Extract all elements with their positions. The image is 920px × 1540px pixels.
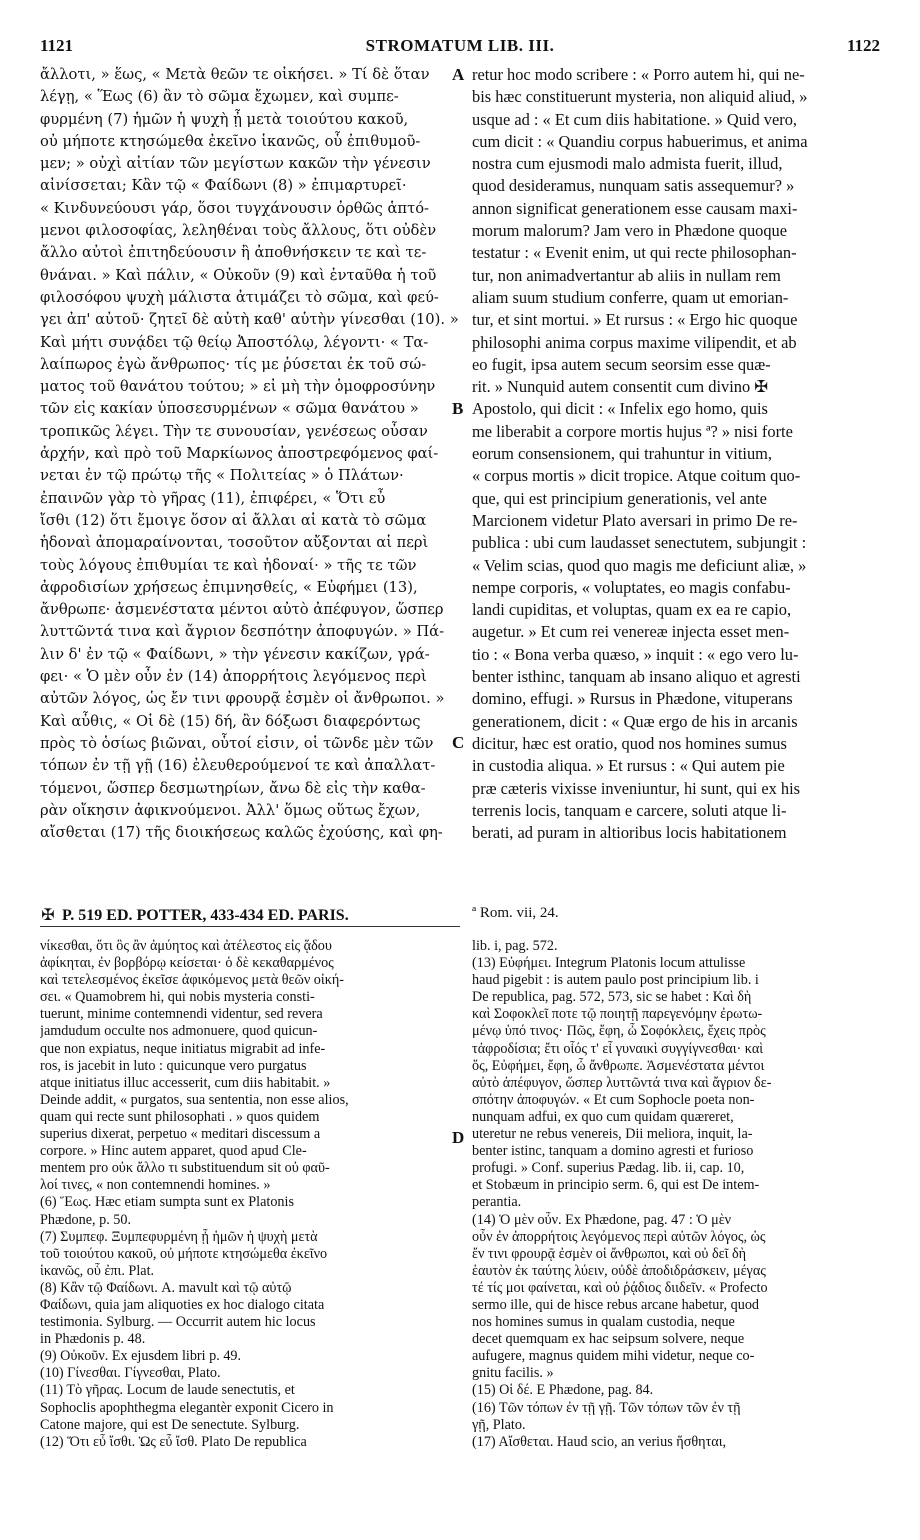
greek-text-line: θνάναι. » Καὶ πάλιν, « Οὐκοῦν (9) καὶ ἐνταῦθα ἡ τοῦ [40,266,437,284]
note-line: quam qui recte sunt philosophati . » quos quidem [40,1108,320,1125]
note-line: (7) Συμπεφ. Ξυμπεφυρμένη ᾖ ἡμῶν ἡ ψυχὴ μετὰ [40,1228,318,1245]
note-line: Catone majore, qui est De senectute. Sylburg. [40,1416,300,1433]
note-line: ros, is jacebit in luto : quicunque vero purgatus [40,1057,307,1074]
latin-text-line: Marcionem videtur Plato aversari in primo De re- [472,510,798,530]
note-line: (11) Τὸ γῆρας. Locum de laude senectutis, et [40,1382,295,1399]
latin-text-line: retur hoc modo scribere : « Porro autem hi, qui ne- [472,65,805,84]
note-line: nos homines sumus in qualam custodia, neque [472,1314,735,1331]
greek-text-line: ἴσθι (12) ὅτι ἔμοιγε ὅσον αἱ ἄλλαι αἱ κατὰ τὸ σῶμα [40,511,427,529]
note-line: nunquam adfui, ex quo cum quidam quæreret, [472,1108,734,1125]
note-line: (12) Ὅτι εὖ ἴσθι. Ὡς εὖ ἴσθ. Plato De republica [40,1433,307,1450]
latin-text-line: præ cæteris vixisse inveniuntur, hi sunt, qui ex his [472,778,801,798]
edition-reference-line [40,905,460,925]
greek-text-line: λαίπωρος ἐγὼ ἄνθρωπος· τίς με ῥύσεται ἐκ τοῦ σώ- [40,355,427,373]
latin-text-line: aliam suum studium conferre, quam ut emorian- [472,287,789,307]
note-line: (15) Οἱ δέ. E Phædone, pag. 84. [472,1382,654,1399]
note-line: (10) Γίνεσθαι. Γίγνεσθαι, Plato. [40,1365,221,1382]
note-line: αὐτὸ ἀπέφυγον, ὥσπερ λυττῶντά τινα καὶ ἄγριον δε- [472,1074,772,1091]
latin-text-line: « Velim scias, quod quo magis me deficiunt aliæ, » [472,555,807,575]
note-line: (14) Ὁ μὲν οὖν. Ex Phædone, pag. 47 : Ὁ μὲν [472,1211,732,1228]
latin-text-line: nempe corporis, « voluptates, eo magis confabu- [472,577,791,597]
note-line: ἀφίκηται, ἐν βορβόρῳ κείσεται· ὁ δὲ κεκαθαρμένος [40,955,334,972]
latin-text-line: morum malorum? Jam vero in Phædone quoque [472,221,788,241]
latin-text-line: bis hæc constituerunt mysteria, non aliquid aliud, » [472,87,808,107]
note-line: ἑαυτὸν ἐκ ταύτης λύειν, οὐδὲ ἀποδιδράσκειν, μέγας [472,1262,766,1279]
note-line: ἱκανῶς, οὗ ἐπι. Plat. [40,1262,155,1279]
greek-text-line: μενοι φιλοσοφίας, λεληθέναι τοὺς ἄλλους, ὅτι οὐδὲν [40,222,437,240]
greek-text-line: λυττῶντά τινα καὶ ἄγριον δεσπότην ἀποφυγών. » Πά- [40,623,445,641]
note-line: νίκεσθαι, ὅτι ὃς ἂν ἀμύητος καὶ ἀτέλεστος εἰς ᾅδου [40,938,332,954]
greek-text-line: αἰνίσσεται; Κἂν τῷ « Φαίδωνι (8) » ἐπιμαρτυρεῖ· [40,177,407,195]
note-line: καὶ τετελεσμένος ἐκεῖσε ἀφικόμενος μετὰ θεῶν οἰκή- [40,972,345,989]
greek-text-line: οὐ μήποτε κτησώμεθα ἐκεῖνο ἱκανῶς, οὗ ἐπιθυμοῦ- [40,132,421,150]
latin-text-line: terrenis locis, tanquam e carcere, soluti atque li- [472,800,787,820]
latin-text-line: eorum consensionem, qui trahuntur in vitium, [472,444,772,464]
latin-text-line: domino, effugi. » Rursus in Phædone, vituperans [472,689,793,709]
greek-text-line: φυρμένη (7) ἡμῶν ἡ ψυχὴ ᾖ μετὰ τοιούτου κακοῦ, [40,110,409,128]
scripture-footnote: ª Rom. vii, 24. [472,905,559,921]
note-line: τἀφροδίσια; ἔτι οἷός τ' εἶ γυναικὶ συγγίγνεσθαι· καὶ [472,1040,764,1057]
note-line: jamdudum occulte nos admonuere, quod quicun- [40,1023,318,1040]
greek-text-line: φιλοσόφου ψυχὴ μάλιστα ἀτιμάζει τὸ σῶμα, καὶ φεύ- [40,288,439,306]
greek-text-line: τοὺς λόγους ἐπιθυμίαι τε καὶ ἡδοναί· » τῆς τε τῶν [40,556,417,574]
greek-text-line: Καὶ αὖθις, « Οἱ δὲ (15) δή, ἂν δόξωσι διαφερόντως [40,712,421,730]
greek-text-line: τόμενοι, ὥσπερ δεσμωτηρίων, ἄνω δὲ εἰς τὴν καθα- [40,779,426,797]
note-line: profugi. » Conf. superius Pædag. lib. ii, cap. 10, [472,1160,745,1177]
notes-left-column [40,938,465,1451]
note-line: ἔν τινι φρουρᾷ ἐσμὲν οἱ ἄνθρωποι, καὶ οὐ δεῖ δὴ [472,1245,747,1262]
latin-text-line: dicitur, hæc est oratio, quod nos homines sumus [472,733,787,753]
running-title: STROMATUM LIB. III. [365,36,555,55]
greek-text-line: ἐπαινῶν γὰρ τὸ γῆρας (11), ἐπιφέρει, « Ὅτι εὖ [40,489,386,507]
greek-text-line: φει· « Ὁ μὲν οὖν ἐν (14) ἀπορρήτοις λεγόμενος περὶ [40,668,427,686]
greek-text-line: τροπικῶς λέγει. Τὴν τε συνουσίαν, γενέσεως οὖσαν [40,422,428,440]
notes-right-column [472,938,886,1451]
greek-text-line: ἄλλοτι, » ἕως, « Μετὰ θεῶν τε οἰκήσει. » Τί δὲ ὅταν [40,66,430,83]
note-line: que non expiatus, neque initiatus migrabit ad infe- [40,1040,326,1057]
greek-text-line: αὐτῶν λόγος, ὡς ἔν τινι φρουρᾷ ἐσμὲν οἱ ἄνθρωποι. » [40,690,445,708]
latin-text-line: eo fugit, ipsa autem secum seorsim esse quæ- [472,354,771,374]
latin-text-line: tur, et sint mortui. » Et rursus : « Ergo hic quoque [472,310,798,330]
margin-letter-a: A [452,65,465,84]
latin-text-line: rit. » Nunquid autem consentit cum divino ✠ [472,377,768,397]
latin-text-line: landi cupiditas, et voluptas, quam ex ea re capio, [472,600,792,620]
note-line: De republica, pag. 572, 573, sic se habet : Καὶ δὴ [472,989,752,1006]
latin-text-line: usque ad : « Et cum diis habitatione. » Quid vero, [472,109,798,129]
note-line: et Stobæum in principio serm. 6, qui est De intem- [472,1177,760,1194]
greek-text-line: τόπων ἐν τῇ γῇ (16) ἐλευθερούμενοί τε καὶ ἀπαλλατ- [40,757,436,775]
latin-text-line: annon significat generationem esse causam maxi- [472,198,798,218]
greek-text-line: « Κινδυνεύουσι γάρ, ὅσοι τυγχάνουσιν ὀρθῶς ἁπτό- [40,199,430,217]
greek-text-line: ἡδοναὶ ἀπομαραίνονται, τοσοῦτον αὔξονται αἱ περὶ [40,534,429,552]
margin-letter-d: D [452,1128,465,1147]
greek-text-line: νεται ἐν τῷ πρώτῳ τῆς « Πολιτείας » ὁ Πλάτων· [40,467,404,485]
latin-text-line: berati, ad puram in altioribus locis habitationem [472,823,787,843]
latin-text-line: augetur. » Et cum rei venereæ injecta esset men- [472,622,790,642]
latin-text-line: Apostolo, qui dicit : « Infelix ego homo, quis [472,399,768,419]
latin-text-line: philosophi anima corpus maxime vilipendit, et ab [472,332,797,352]
note-line: Phædone, p. 50. [40,1211,132,1228]
note-line: (13) Εὐφήμει. Integrum Platonis locum attulisse [472,955,746,972]
cross-icon: ✠ [41,907,55,924]
note-line: in Phædonis p. 48. [40,1331,146,1348]
greek-text-column [40,64,460,844]
note-line: (17) Αἴσθεται. Haud scio, an verius ἥσθηται, [472,1433,727,1450]
margin-letter-b: B [452,399,464,418]
note-line: superius dixerat, perpetuo « meditari discessum a [40,1126,321,1143]
latin-text-column [472,64,884,844]
greek-text-line: αἴσθεται (17) τῆς διοικήσεως καλῶς ἐχούσης, καὶ φη- [40,824,443,842]
latin-text-line: « corpus mortis » dicit tropice. Atque coitum quo- [472,466,801,486]
note-line: tuerunt, minime contemnendi videntur, sed revera [40,1006,323,1023]
note-line: σπότην ἀποφυγών. « Et cum Sophocle poeta non- [472,1091,755,1108]
note-line: μένῳ ὑπό τινος· Πῶς, ἔφη, ὦ Σοφόκλεις, ἔχεις πρὸς [472,1023,766,1040]
greek-text-line: πρὸς τὸ ὁσίως βιῶναι, οὗτοί εἰσιν, οἱ τῶνδε μὲν τῶν [40,734,434,752]
greek-text-line: Καὶ μήτι συνᾴδει τῷ θείῳ Ἀποστόλῳ, λέγοντι· « Τα- [40,333,429,351]
note-line: sermo ille, qui de hisce rebus arcane habetur, quod [472,1296,760,1313]
note-line: ὅς, Εὐφήμει, ἔφη, ὦ ἄνθρωπε. Ἀσμενέστατα μέντοι [472,1057,765,1074]
greek-text-line: γει ἀπ' αὐτοῦ· ζητεῖ δὲ αὐτὴ καθ' αὑτὴν γίνεσθαι (10). » [40,311,459,329]
greek-text-line: λιν δ' ἐν τῷ « Φαίδωνι, » τὴν γένεσιν κακίζων, γρά- [40,645,430,663]
running-header [40,36,880,60]
note-line: Sophoclis apophthegma elegantèr exponit Cicero in [40,1399,334,1416]
page-number-right: 1122 [846,36,880,55]
note-line: lib. i, pag. 572. [472,938,558,954]
greek-text-line: ἄλλο αὐτοὶ ἐπιτηδεύουσιν ἢ ἀποθνήσκειν τε καὶ τε- [40,244,427,262]
latin-text-line: generationem, dicit : « Quæ ergo de his in arcanis [472,711,798,731]
greek-text-line: ἀφροδισίων χρήσεως ἐπιμνησθείς, « Εὐφήμει (13), [40,578,418,596]
note-line: perantia. [472,1194,522,1211]
margin-letter-c: C [452,733,465,752]
latin-text-line: nostra cum ejusmodi malo admista fuerit, illud, [472,154,783,174]
note-line: Φαίδωνι, quia jam aliquoties ex hoc dialogo citata [40,1296,325,1313]
latin-text-line: publica : ubi cum laudasset senectutem, subjungit : [472,533,807,553]
note-line: Deinde addit, « purgatos, sua sententia, non esse alios, [40,1091,349,1108]
note-line: corpore. » Hinc autem apparet, quod apud Cle- [40,1143,307,1160]
greek-text-line: τῶν εἰς κακίαν ὑποσεσυρμένων « σῶμα θανάτου » [40,400,419,418]
note-line: atque initiatus illuc accesserit, cum diis habitabit. » [40,1074,331,1091]
note-line: uteretur ne rebus venereis, Dii meliora, inquit, la- [472,1126,753,1143]
note-line: καὶ Σοφοκλεῖ ποτε τῷ ποιητῇ παρεγενόμην ἐρωτω- [472,1006,763,1023]
note-line: gnitu facilis. » [472,1365,554,1382]
note-line: decet quemquam ex hac seipsum solvere, neque [472,1331,745,1348]
note-line: (16) Τῶν τόπων ἐν τῇ γῇ. Τῶν τόπων τῶν ἐν τῇ [472,1399,741,1416]
edition-reference-text: P. 519 ED. POTTER, 433-434 ED. PARIS. [62,907,349,924]
note-line: haud pigebit : is autem paulo post principium lib. i [472,972,759,989]
note-line: (8) Κἂν τῷ Φαίδωνι. A. mavult καὶ τῷ αὐτῷ [40,1279,292,1296]
greek-text-line: ματος τοῦ θανάτου τούτου; » εἰ μὴ τὴν ὁμοφροσύνην [40,378,436,396]
latin-text-line: tio : « Bona verba quæso, » inquit : « ego vero lu- [472,644,799,664]
greek-text-line: μεν; » οὐχὶ αἰτίαν τῶν μεγίστων κακῶν τὴν γένεσιν [40,155,431,173]
greek-text-line: λέγῃ, « Ἕως (6) ἂν τὸ σῶμα ἔχωμεν, καὶ συμπε- [40,88,399,106]
latin-text-line: quod desideramus, nunquam satis assequemur? » [472,176,795,196]
greek-text-line: ρὰν οἴκησιν ἀφικνούμενοι. Ἀλλ' ὅμως οὕτως ἔχων, [40,801,421,819]
note-line: τέ τίς μοι φαίνεται, καὶ οὐ ῥᾴδιος διιδεῖν. « Profecto [472,1279,768,1296]
latin-text-line: me liberabit a corpore mortis hujus ª? » nisi forte [472,421,793,441]
note-line: οὖν ἐν ἀπορρήτοις λεγόμενος περὶ αὐτῶν λόγος, ὡς [472,1228,766,1245]
note-line: (6) Ἕως. Hæc etiam sumpta sunt ex Platonis [40,1194,294,1211]
greek-text-line: ἄνθρωπε· ἀσμενέστατα μέντοι αὐτὸ ἀπέφυγον, ὥσπερ [40,601,444,619]
latin-text-line: cum dicit : « Quandiu corpus habuerimus, et anima [472,131,808,151]
page-number-left: 1121 [40,36,74,55]
note-line: aufugere, magnus quidem mihi videtur, neque co- [472,1348,755,1365]
note-line: mentem pro οὐκ ἄλλο τι substituendum sit οὐ φαῦ- [40,1160,330,1177]
latin-text-line: benter isthinc, tanquam ab insano aliquo et agresti [472,667,801,687]
note-line: (9) Οὐκοῦν. Ex ejusdem libri p. 49. [40,1348,242,1365]
note-line: testimonia. Sylburg. — Occurrit autem hic locus [40,1314,316,1331]
note-line: σει. « Quamobrem hi, qui nobis mysteria consti- [40,989,315,1006]
section-divider [40,926,460,927]
latin-text-line: testatur : « Evenit enim, ut qui recte philosophan- [472,243,797,263]
greek-text-line: ἀρχήν, καὶ πρὸ τοῦ Μαρκίωνος ἀποστρεφόμενος φαί- [40,445,439,463]
note-line: τοῦ τοιούτου κακοῦ, οὐ μήποτε κτησώμεθα ἐκεῖνο [40,1245,328,1262]
note-line: γῇ, Plato. [472,1416,526,1433]
note-line: benter istinc, tanquam a domino agresti et furioso [472,1143,754,1160]
note-line: λοί τινες, « non contemnendi homines. » [40,1177,271,1194]
latin-text-line: que, qui est principium generationis, vel ante [472,488,767,508]
latin-text-line: in custodia aliqua. » Et rursus : « Qui autem pie [472,756,785,776]
latin-text-line: tur, non animadvertantur ab aliis in nullam rem [472,265,781,285]
